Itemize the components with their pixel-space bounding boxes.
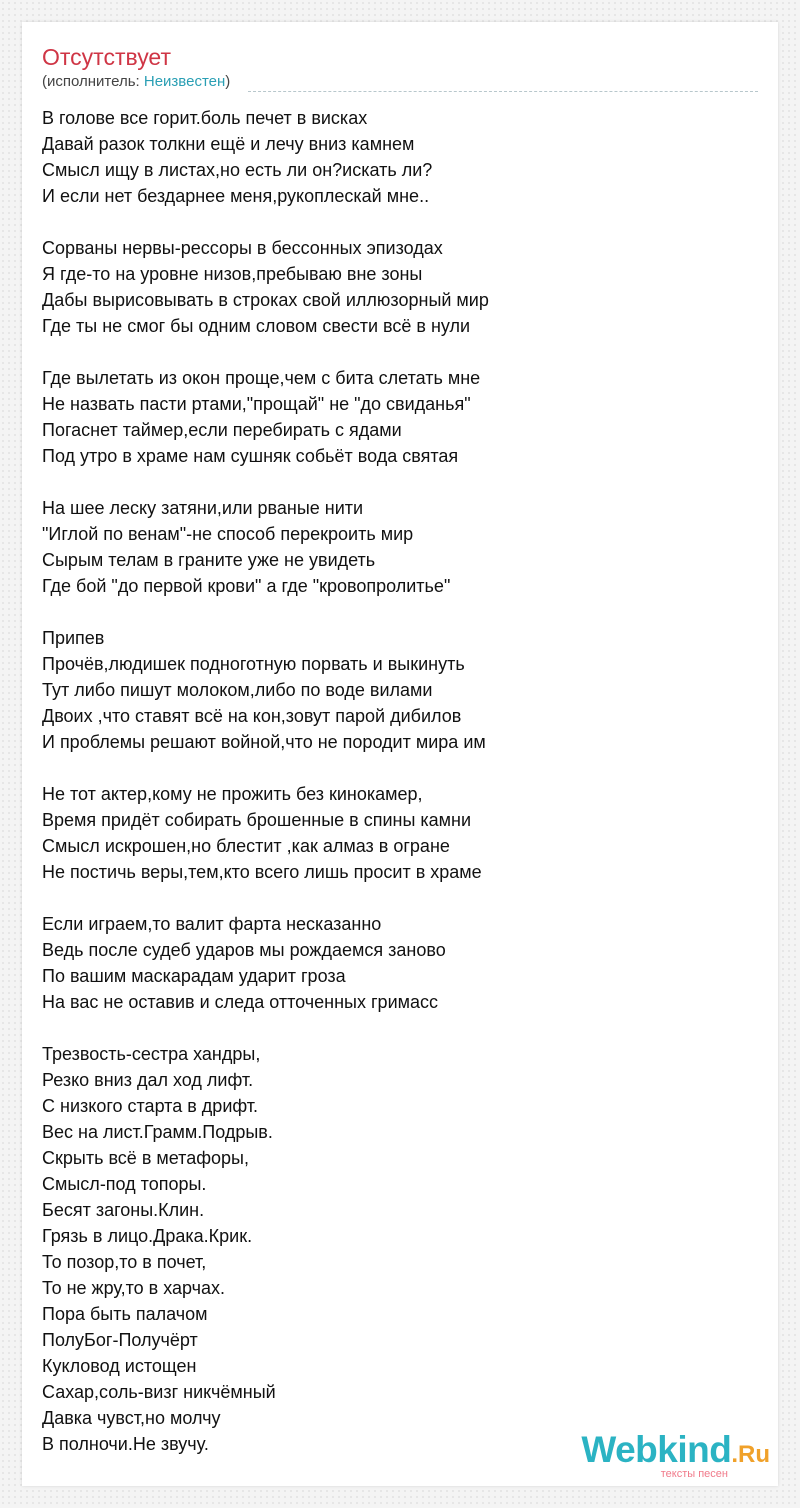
lyrics-stanza: [42, 781, 762, 885]
lyric-line: Бесят загоны.Клин.: [42, 1200, 205, 1220]
lyrics-body: [42, 105, 762, 1483]
lyric-line: Ведь после судеб ударов мы рождаемся заново: [42, 940, 446, 960]
lyric-line: Скрыть всё в метафоры,: [42, 1148, 249, 1168]
content-card: [22, 22, 778, 1486]
lyric-line: В голове все горит.боль печет в висках: [42, 108, 368, 128]
lyric-line: Трезвость-сестра хандры,: [42, 1044, 261, 1064]
lyric-line: И если нет бездарнее меня,рукоплескай мне..: [42, 186, 430, 206]
artist-prefix: (исполнитель:: [42, 73, 144, 90]
lyric-line: Я где-то на уровне низов,пребываю вне зоны: [42, 264, 423, 284]
lyrics-stanza: [42, 365, 762, 469]
lyric-line: Смысл ищу в листах,но есть ли он?искать ли?: [42, 160, 433, 180]
logo-domain: .Ru: [731, 1441, 770, 1468]
artist-line: [42, 71, 230, 93]
lyric-line: Время придёт собирать брошенные в спины камни: [42, 810, 472, 830]
lyric-line: Не тот актер,кому не прожить без кинокамер,: [42, 784, 423, 804]
lyric-line: Давка чувст,но молчу: [42, 1408, 221, 1428]
lyric-line: Вес на лист.Грамм.Подрыв.: [42, 1122, 273, 1142]
lyric-line: Где бой "до первой крови" а где "кровопролитье": [42, 576, 451, 596]
lyric-line: Не постичь веры,тем,кто всего лишь просит в храме: [42, 862, 482, 882]
page-title: Отсутствует: [42, 44, 171, 70]
lyrics-stanza: [42, 1041, 762, 1457]
site-logo[interactable]: [581, 1431, 770, 1480]
artist-suffix: ): [225, 73, 231, 90]
artist-link[interactable]: Неизвестен: [143, 73, 226, 90]
lyric-line: Тут либо пишут молоком,либо по воде вилами: [42, 680, 433, 700]
lyric-line: Дабы вырисовывать в строках свой иллюзорный мир: [42, 290, 489, 310]
lyric-line: Смысл-под топоры.: [42, 1174, 207, 1194]
lyric-line: В полночи.Не звучу.: [42, 1434, 209, 1454]
lyric-line: Если играем,то валит фарта несказанно: [42, 914, 382, 934]
lyric-line: То не жру,то в харчах.: [42, 1278, 226, 1298]
lyric-line: Пора быть палачом: [42, 1304, 208, 1324]
lyric-line: Сырым телам в граните уже не увидеть: [42, 550, 376, 570]
lyric-line: Резко вниз дал ход лифт.: [42, 1070, 254, 1090]
lyric-line: Где вылетать из окон проще,чем с бита слетать мне: [42, 368, 481, 388]
lyric-line: Кукловод истощен: [42, 1356, 197, 1376]
lyric-line: Под утро в храме нам сушняк собьёт вода святая: [42, 446, 459, 466]
lyric-line: На шее леску затяни,или рваные нити: [42, 498, 364, 518]
logo-main-text: Webkind: [581, 1429, 732, 1470]
logo-tagline: тексты песен: [660, 1468, 728, 1480]
lyric-line: Погаснет таймер,если перебирать с ядами: [42, 420, 402, 440]
header-divider: [248, 91, 758, 92]
lyric-line: Давай разок толкни ещё и лечу вниз камнем: [42, 134, 415, 154]
lyric-line: Где ты не смог бы одним словом свести всё в нули: [42, 316, 471, 336]
lyric-line: Двоих ,что ставят всё на кон,зовут парой дибилов: [42, 706, 462, 726]
lyrics-stanza: [42, 235, 762, 339]
lyric-line: На вас не оставив и следа отточенных гримасс: [42, 992, 439, 1012]
lyrics-stanza: [42, 105, 762, 209]
lyric-line: ПолуБог-Получёрт: [42, 1330, 198, 1350]
lyric-line: Сахар,соль-визг никчёмный: [42, 1382, 276, 1402]
lyric-line: С низкого старта в дрифт.: [42, 1096, 259, 1116]
lyric-line: И проблемы решают войной,что не породит мира им: [42, 732, 486, 752]
lyric-line: Не назвать пасти ртами,"прощай" не "до свиданья": [42, 394, 471, 414]
lyrics-stanza: [42, 911, 762, 1015]
lyric-line: "Иглой по венам"-не способ перекроить мир: [42, 524, 414, 544]
lyric-line: Припев: [42, 628, 105, 648]
lyric-line: Грязь в лицо.Драка.Крик.: [42, 1226, 253, 1246]
lyric-line: Сорваны нервы-рессоры в бессонных эпизодах: [42, 238, 443, 258]
lyric-line: Прочёв,людишек подноготную порвать и выкинуть: [42, 654, 465, 674]
lyric-line: По вашим маскарадам ударит гроза: [42, 966, 346, 986]
lyrics-stanza: [42, 495, 762, 599]
lyric-line: То позор,то в почет,: [42, 1252, 207, 1272]
lyric-line: Смысл искрошен,но блестит ,как алмаз в огране: [42, 836, 450, 856]
lyrics-stanza: [42, 625, 762, 755]
